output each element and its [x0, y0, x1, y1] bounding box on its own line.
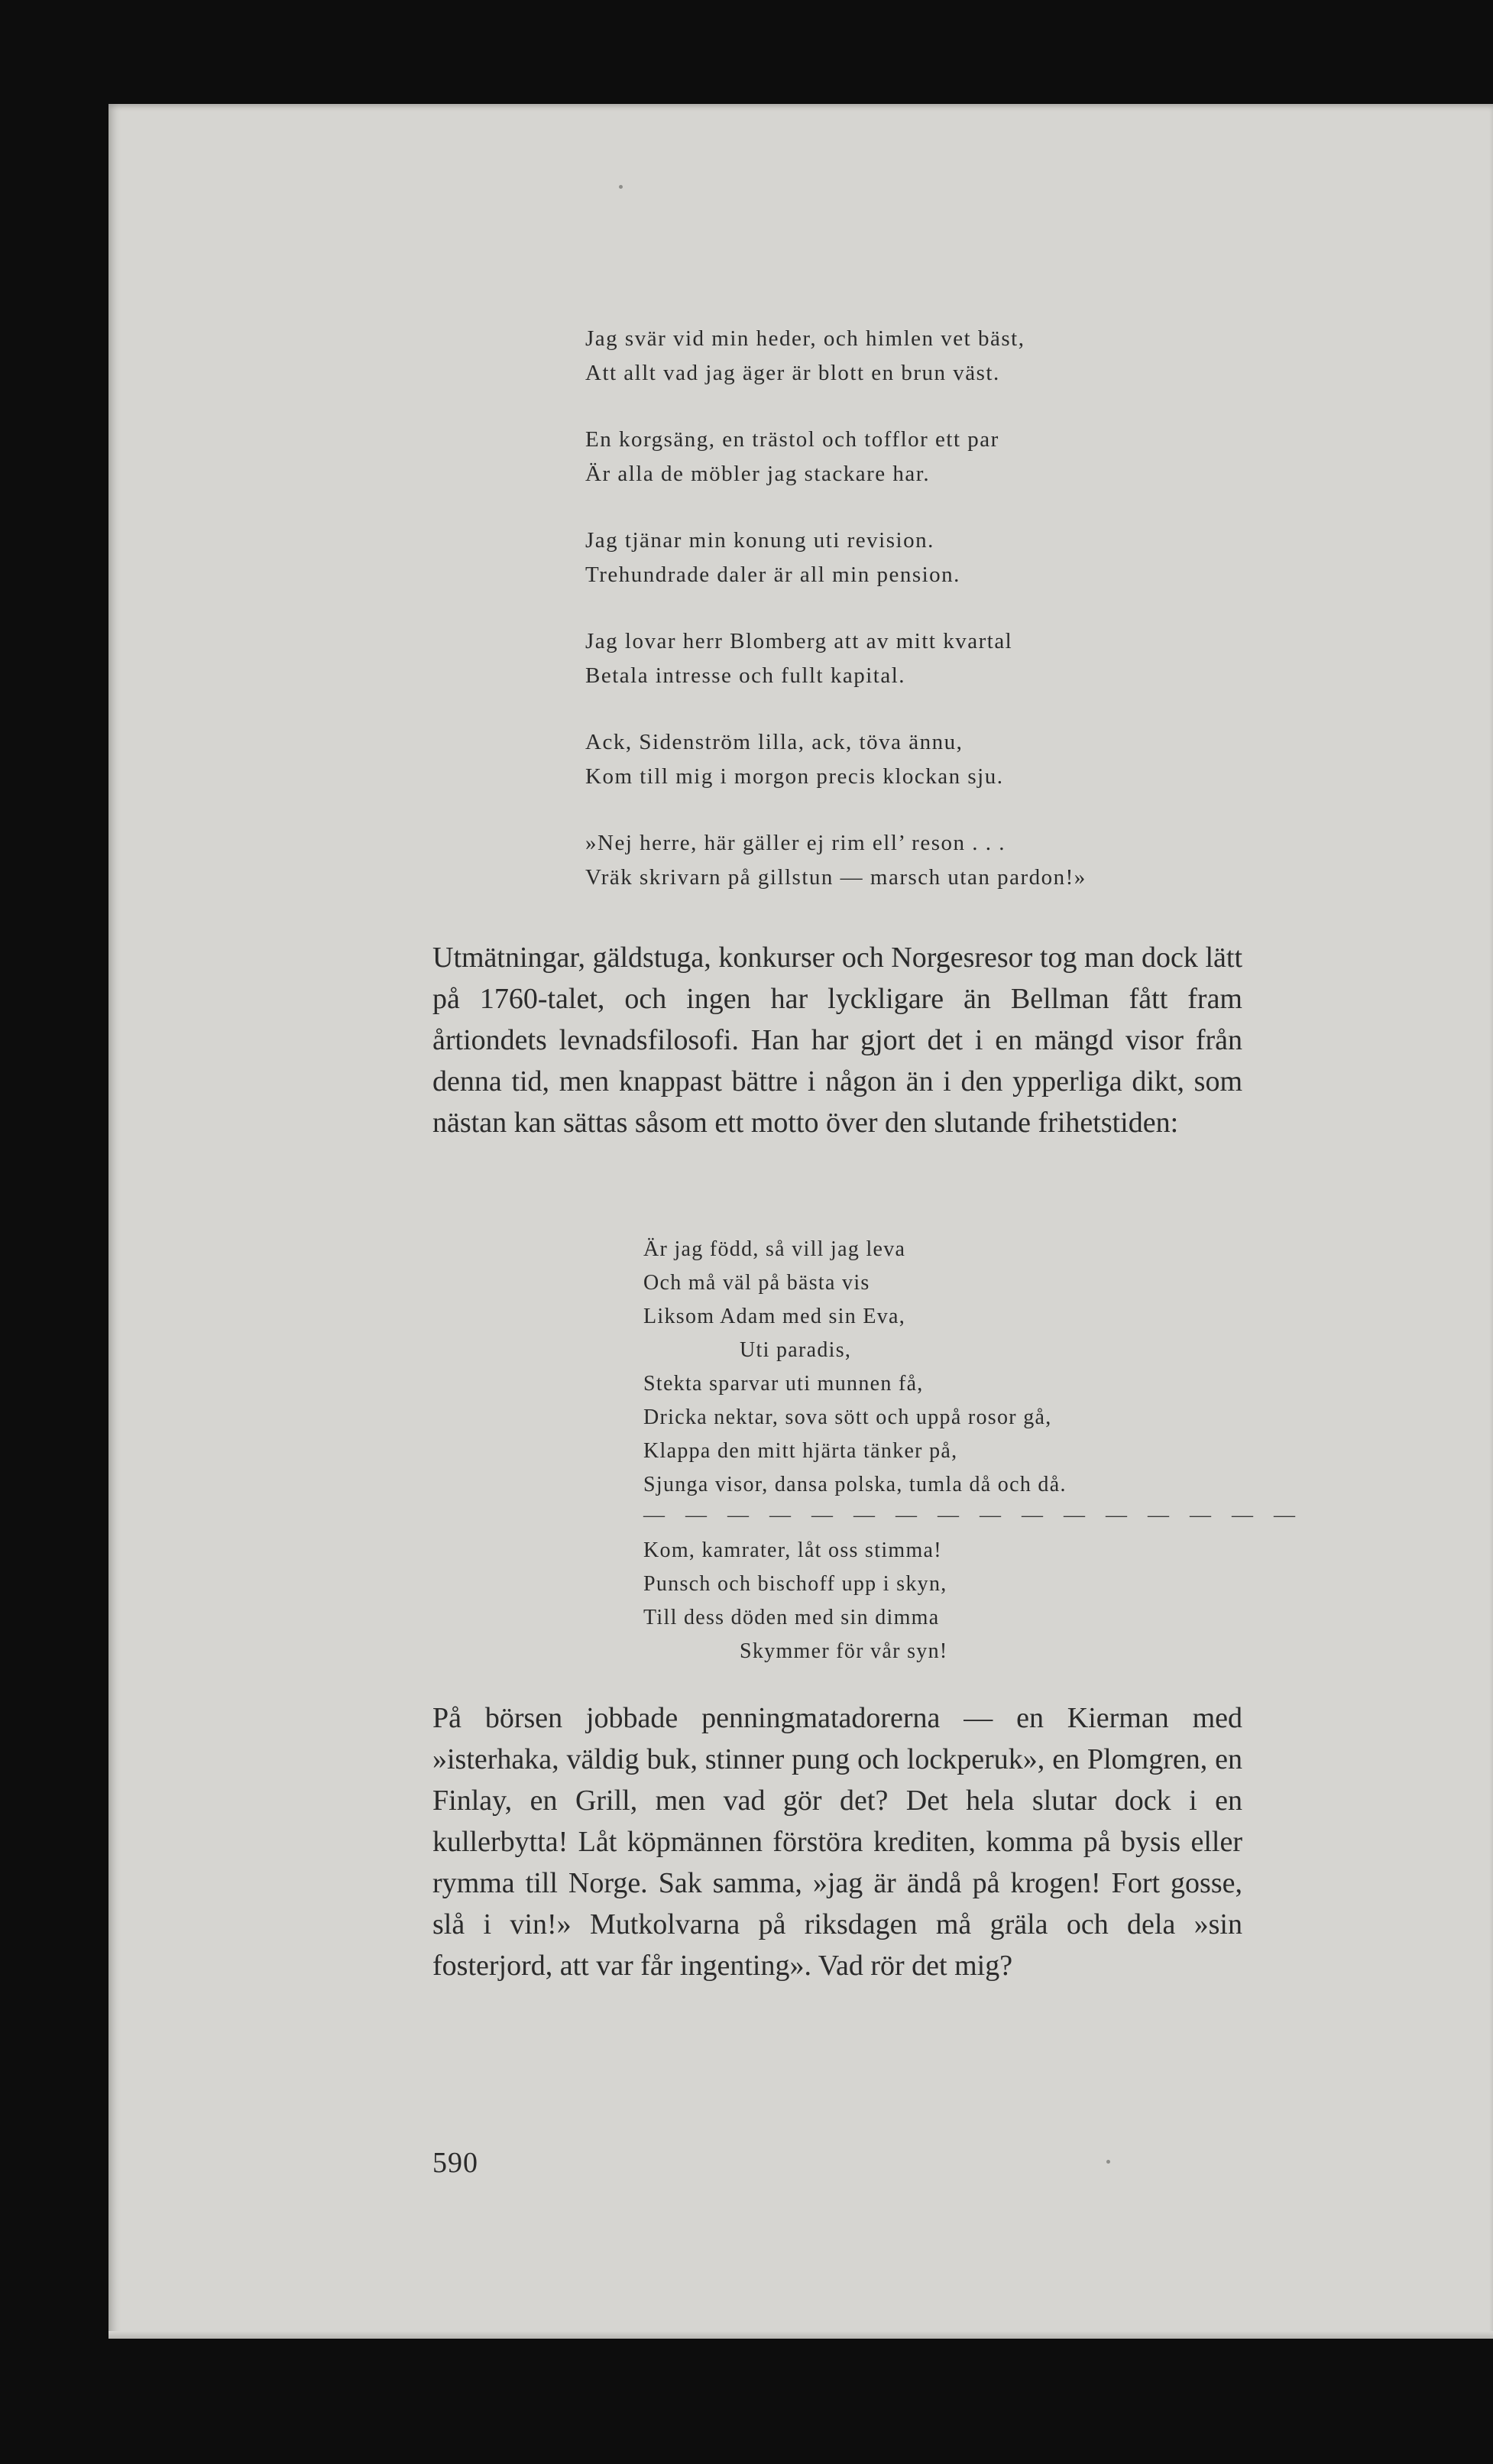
poem-line: Kom till mig i morgon precis klockan sju. — [585, 764, 1004, 789]
poem-line: Jag tjänar min konung uti revision. — [585, 528, 934, 553]
poem-line: Är alla de möbler jag stackare har. — [585, 462, 931, 486]
song-line: Dricka nektar, sova sött och uppå rosor gå, — [643, 1405, 1052, 1429]
song-line: Till dess döden med sin dimma — [643, 1606, 940, 1629]
paper-speck — [619, 185, 623, 189]
song-line: Kom, kamrater, låt oss stimma! — [643, 1538, 942, 1562]
paper-speck — [1106, 2160, 1110, 2164]
poem-verses — [585, 322, 1273, 927]
song-line: Uti paradis, — [740, 1338, 852, 1362]
paragraph-text: På börsen jobbade penningmatadorerna — en Kierman med »isterhaka, väldig buk, stinner pung och lockperuk», en Plomgren, en Finlay, en Grill, men vad gör det? Det hela slutar dock i en kullerbytta! Låt köpmännen förstöra krediten, komma på bysis eller rymma till Norge. Sak samma, »jag är ändå på krogen! Fort gosse, slå i vin!» Mutkolvarna på riksdagen må gräla och dela »sin fosterjord, att var får ingenting». Vad rör det mig? — [432, 1702, 1242, 1982]
book-page — [108, 104, 1493, 2339]
poem-stanza — [585, 322, 1273, 391]
song-line: Klappa den mitt hjärta tänker på, — [643, 1439, 958, 1463]
poem-line: Trehundrade daler är all min pension. — [585, 563, 960, 587]
poem-line: Betala intresse och fullt kapital. — [585, 663, 906, 688]
poem-line: Jag lovar herr Blomberg att av mitt kvartal — [585, 629, 1013, 653]
poem-stanza — [585, 826, 1273, 895]
song-line: Är jag född, så vill jag leva — [643, 1237, 906, 1261]
poem-line: Ack, Sidenström lilla, ack, töva ännu, — [585, 730, 963, 754]
page-number: 590 — [432, 2147, 478, 2179]
prose-paragraph — [432, 937, 1242, 1143]
poem-stanza — [585, 423, 1273, 491]
paragraph-text: Utmätningar, gäldstuga, konkurser och Norgesresor tog man dock lätt på 1760-talet, och ingen har lyckligare än Bellman fått fram årtiondets levnadsfilosofi. Han har gjort det i en mängd visor från denna tid, men knappast bättre i någon än i den ypperliga dikt, som nästan kan sättas såsom ett motto över den slutande frihetstiden: — [432, 942, 1242, 1139]
poem-stanza — [585, 725, 1273, 794]
poem-line: Att allt vad jag äger är blott en brun väst. — [585, 361, 1000, 385]
poem-line: Vräk skrivarn på gillstun — marsch utan pardon!» — [585, 865, 1087, 890]
song-line: Skymmer för vår syn! — [740, 1639, 948, 1663]
song-verses — [643, 1233, 1331, 1668]
ellipsis-dash-line: — — — — — — — — — — — — — — — — — [643, 1503, 1303, 1527]
poem-line: »Nej herre, här gäller ej rim ell’ reson . . . — [585, 831, 1006, 855]
song-line: Och må väl på bästa vis — [643, 1271, 870, 1295]
poem-stanza — [585, 524, 1273, 592]
song-line: Liksom Adam med sin Eva, — [643, 1305, 906, 1328]
prose-paragraph — [432, 1697, 1242, 1986]
song-line: Sjunga visor, dansa polska, tumla då och då. — [643, 1473, 1067, 1496]
poem-stanza — [585, 624, 1273, 693]
song-line: Punsch och bischoff upp i skyn, — [643, 1572, 947, 1596]
song-line: Stekta sparvar uti munnen få, — [643, 1372, 924, 1396]
poem-line: En korgsäng, en trästol och tofflor ett par — [585, 427, 999, 452]
poem-line: Jag svär vid min heder, och himlen vet bäst, — [585, 326, 1025, 351]
